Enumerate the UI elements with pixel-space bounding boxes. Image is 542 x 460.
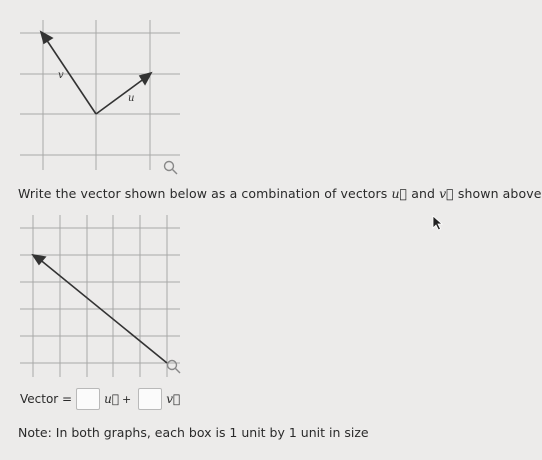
v-coefficient-input[interactable] bbox=[138, 388, 162, 410]
vector-v-arrow bbox=[41, 32, 96, 114]
graph-u-v bbox=[0, 0, 200, 180]
vector-u-arrow bbox=[96, 73, 151, 114]
answer-u-symbol: u⃗ bbox=[104, 392, 120, 406]
question-prompt bbox=[18, 186, 542, 201]
prompt-tail: shown above bbox=[457, 186, 542, 201]
grid-note: Note: In both graphs, each box is 1 unit by 1 unit in size bbox=[18, 425, 369, 440]
vector-u-label: u bbox=[128, 93, 135, 104]
plus-sign: + bbox=[122, 392, 132, 406]
prompt-u-symbol: u⃗ bbox=[391, 186, 408, 201]
zoom-icon[interactable] bbox=[165, 162, 178, 175]
prompt-v-symbol: v⃗ bbox=[439, 186, 454, 201]
zoom-icon[interactable] bbox=[168, 361, 181, 374]
prompt-and: and bbox=[411, 186, 436, 201]
answer-row bbox=[20, 388, 180, 410]
prompt-text: Write the vector shown below as a combination of vectors bbox=[18, 186, 388, 201]
vector-label: Vector = bbox=[20, 392, 73, 406]
answer-v-symbol: v⃗ bbox=[166, 392, 181, 406]
graph-target bbox=[0, 205, 200, 385]
graph-target-grid bbox=[20, 215, 180, 377]
vector-v-label: v bbox=[58, 70, 64, 81]
u-coefficient-input[interactable] bbox=[76, 388, 100, 410]
mouse-cursor-icon bbox=[432, 215, 444, 231]
